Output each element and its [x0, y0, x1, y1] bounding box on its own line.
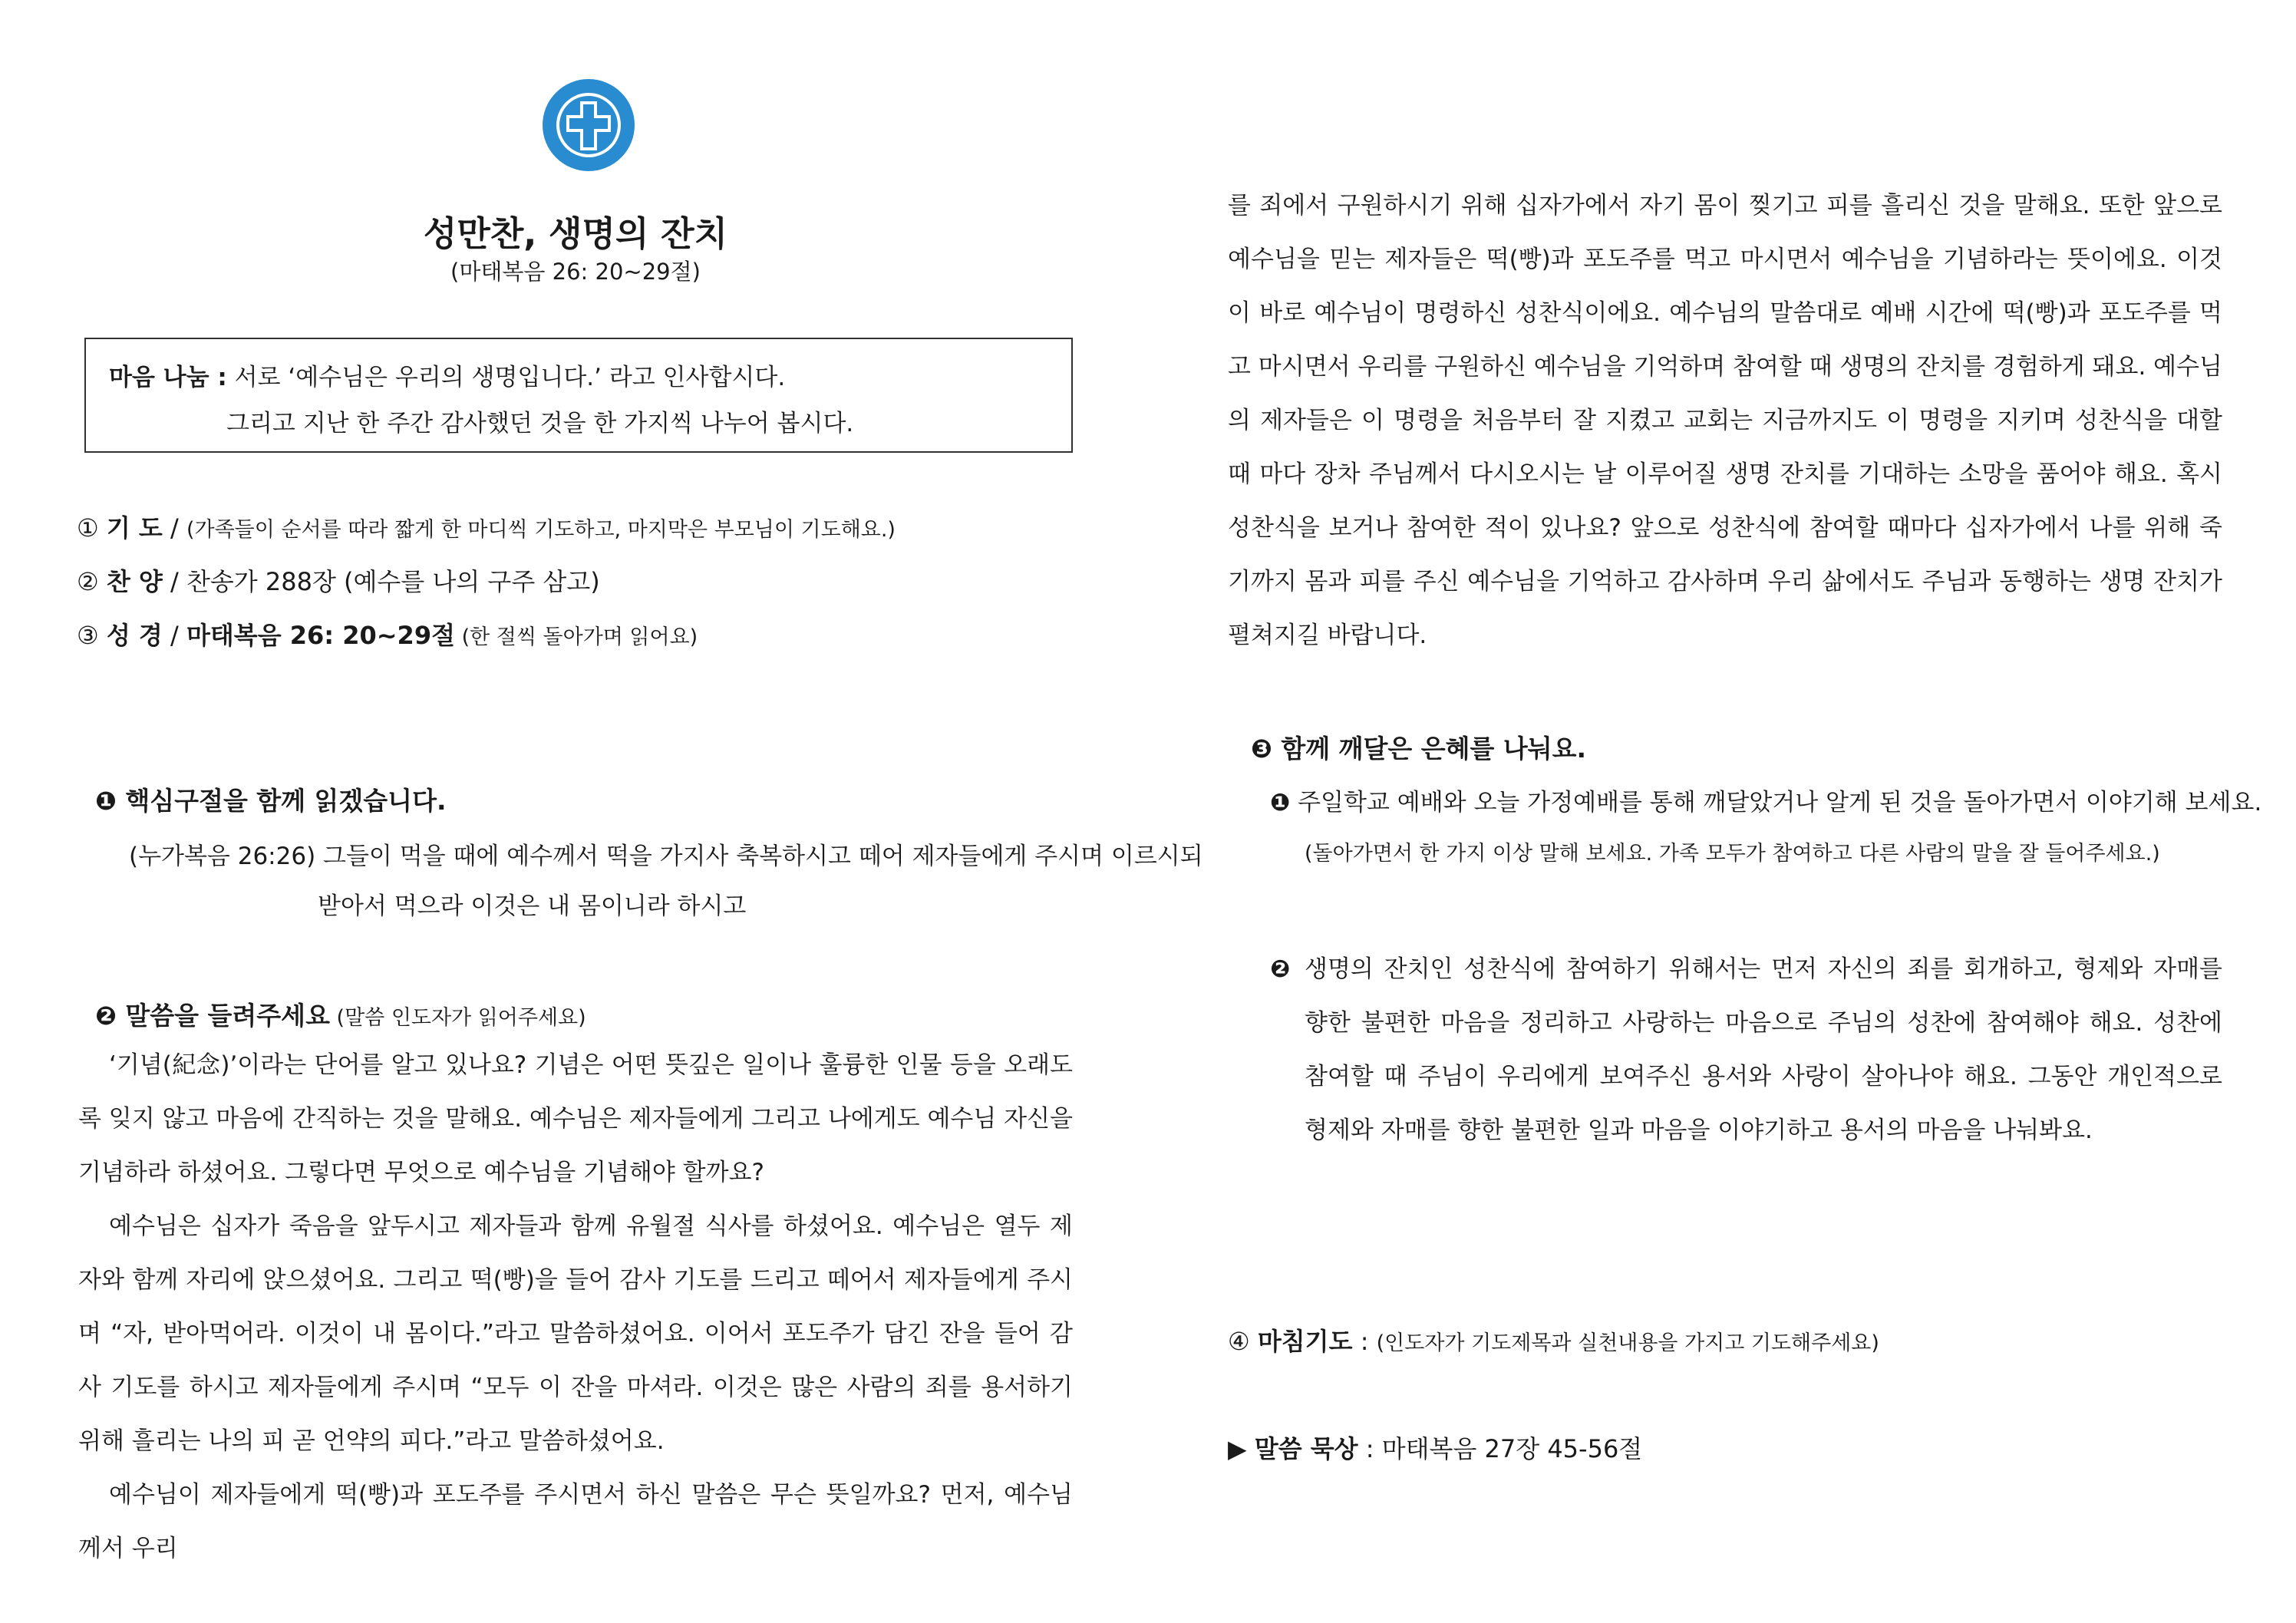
question-1-note: (돌아가면서 한 가지 이상 말해 보세요. 가족 모두가 참여하고 다른 사람의 말을 잘 들어주세요.) — [1305, 842, 2160, 866]
key-verse-line-1: (누가복음 26:26) 그들이 먹을 때에 예수께서 떡을 가지사 축복하시고 떼어 제자들에게 주시며 이르시되 — [129, 843, 1203, 870]
question-1: ❶ 주일학교 예배와 오늘 가정예배를 통해 깨달았거나 알게 된 것을 돌아가면서 이야기해 보세요. — [1270, 789, 2262, 816]
page-title: 성만찬, 생명의 잔치 — [423, 213, 728, 254]
question-1-marker: ❶ — [1270, 789, 1291, 816]
sermon-body — [78, 1038, 1073, 1575]
sermon-paragraph-2: 예수님은 십자가 죽음을 앞두시고 제자들과 함께 유월절 식사를 하셨어요. 예수님은 열두 제자와 함께 자리에 앉으셨어요. 그리고 떡(빵)을 들어 감사 기도를 드리고 떼어서 제자들에게 주시며 “자, 받아먹어라. 이것이 내 몸이다.”라고 말씀하셨어요. 이어서 포도주가 담긴 잔을 들어 감사 기도를 하시고 제자들에게 주시며 “모두 이 잔을 마셔라. 이것은 많은 사람의 죄를 용서하기 위해 흘리는 나의 피 곧 언약의 피다.”라고 말씀하셨어요. — [78, 1212, 1073, 1455]
question-2-marker: ❷ — [1270, 955, 1291, 983]
sermon-paragraph-1: ‘기념(紀念)’이라는 단어를 알고 있나요? 기념은 어떤 뜻깊은 일이나 훌륭한 인물 등을 오래도록 잊지 않고 마음에 간직하는 것을 말해요. 예수님은 제자들에게 그리고 나에게도 예수님 자신을 기념하라 하셨어요. 그렇다면 무엇으로 예수님을 기념해야 할까요? — [78, 1051, 1073, 1186]
order-item-scripture: ③ 성 경 / 마태복음 26: 20~29절 (한 절씩 돌아가며 읽어요) — [77, 621, 698, 650]
sermon-paragraph-3-continued: 를 죄에서 구원하시기 위해 십자가에서 자기 몸이 찢기고 피를 흘리신 것을 말해요. 또한 앞으로 예수님을 믿는 제자들은 떡(빵)과 포도주를 먹고 마시면서 예수님을 기념하라는 뜻이에요. 이것이 바로 예수님이 명령하신 성찬식이에요. 예수님의 말씀대로 예배 시간에 떡(빵)과 포도주를 먹고 마시면서 우리를 구원하신 예수님을 기억하며 참여할 때 생명의 잔치를 경험하게 돼요. 예수님의 제자들은 이 명령을 처음부터 잘 지켰고 교회는 지금까지도 이 명령을 지키며 성찬식을 대할 때 마다 장차 주님께서 다시오시는 날 이루어질 생명 잔치를 기대하는 소망을 품어야 해요. 혹시 성찬식을 보거나 참여한 적이 있나요? 앞으로 성찬식에 참여할 때마다 십자가에서 나를 위해 죽기까지 몸과 피를 주신 예수님을 기억하고 감사하며 우리 삶에서도 주님과 동행하는 생명 잔치가 펼쳐지길 바랍니다. — [1228, 192, 2222, 649]
question-2 — [1270, 942, 2222, 1157]
section-2-heading: ❷ 말씀을 들려주세요 (말씀 인도자가 읽어주세요) — [95, 1001, 586, 1031]
meditation: ▶ 말씀 묵상 : 마태복음 27장 45-56절 — [1228, 1434, 1643, 1463]
sharing-line-2: 그리고 지난 한 주간 감사했던 것을 한 가지씩 나누어 봅시다. — [226, 410, 854, 437]
scripture-reference: (마태복음 26: 20~29절) — [450, 259, 701, 285]
sharing-box — [84, 338, 1073, 453]
sermon-paragraph-3: 예수님이 제자들에게 떡(빵)과 포도주를 주시면서 하신 말씀은 무슨 뜻일까요? 먼저, 예수님께서 우리 — [78, 1481, 1073, 1562]
cross-emblem-icon — [540, 77, 637, 173]
question-2-text: 생명의 잔치인 성찬식에 참여하기 위해서는 먼저 자신의 죄를 회개하고, 형제와 자매를 향한 불편한 마음을 정리하고 사랑하는 마음으로 주님의 성찬에 참여해야 해요. 성찬에 참여할 때 주님이 우리에게 보여주신 용서와 사랑이 살아나야 해요. 그동안 개인적으로 형제와 자매를 향한 불편한 일과 마음을 이야기하고 용서의 마음을 나눠봐요. — [1305, 955, 2222, 1144]
key-verse-line-2: 받아서 먹으라 이것은 내 몸이니라 하시고 — [318, 892, 747, 920]
section-3-heading: ❸ 함께 깨달은 은혜를 나눠요. — [1251, 734, 1587, 764]
church-logo — [540, 77, 637, 173]
sharing-label: 마음 나눔 : — [109, 364, 227, 391]
closing-prayer: ④ 마침기도 : (인도자가 기도제목과 실천내용을 가지고 기도해주세요) — [1228, 1327, 1879, 1356]
order-item-prayer: ① 기 도 / (가족들이 순서를 따라 짧게 한 마디씩 기도하고, 마지막은 부모님이 기도해요.) — [77, 513, 896, 543]
section-1-heading: ❶ 핵심구절을 함께 읽겠습니다. — [95, 786, 447, 816]
sharing-line-1: 서로 ‘예수님은 우리의 생명입니다.’ 라고 인사합시다. — [226, 364, 786, 391]
triangle-right-icon: ▶ — [1228, 1434, 1247, 1463]
order-item-praise: ② 찬 양 / 찬송가 288장 (예수를 나의 구주 삼고) — [77, 567, 600, 596]
sermon-body-continued — [1228, 179, 2222, 662]
